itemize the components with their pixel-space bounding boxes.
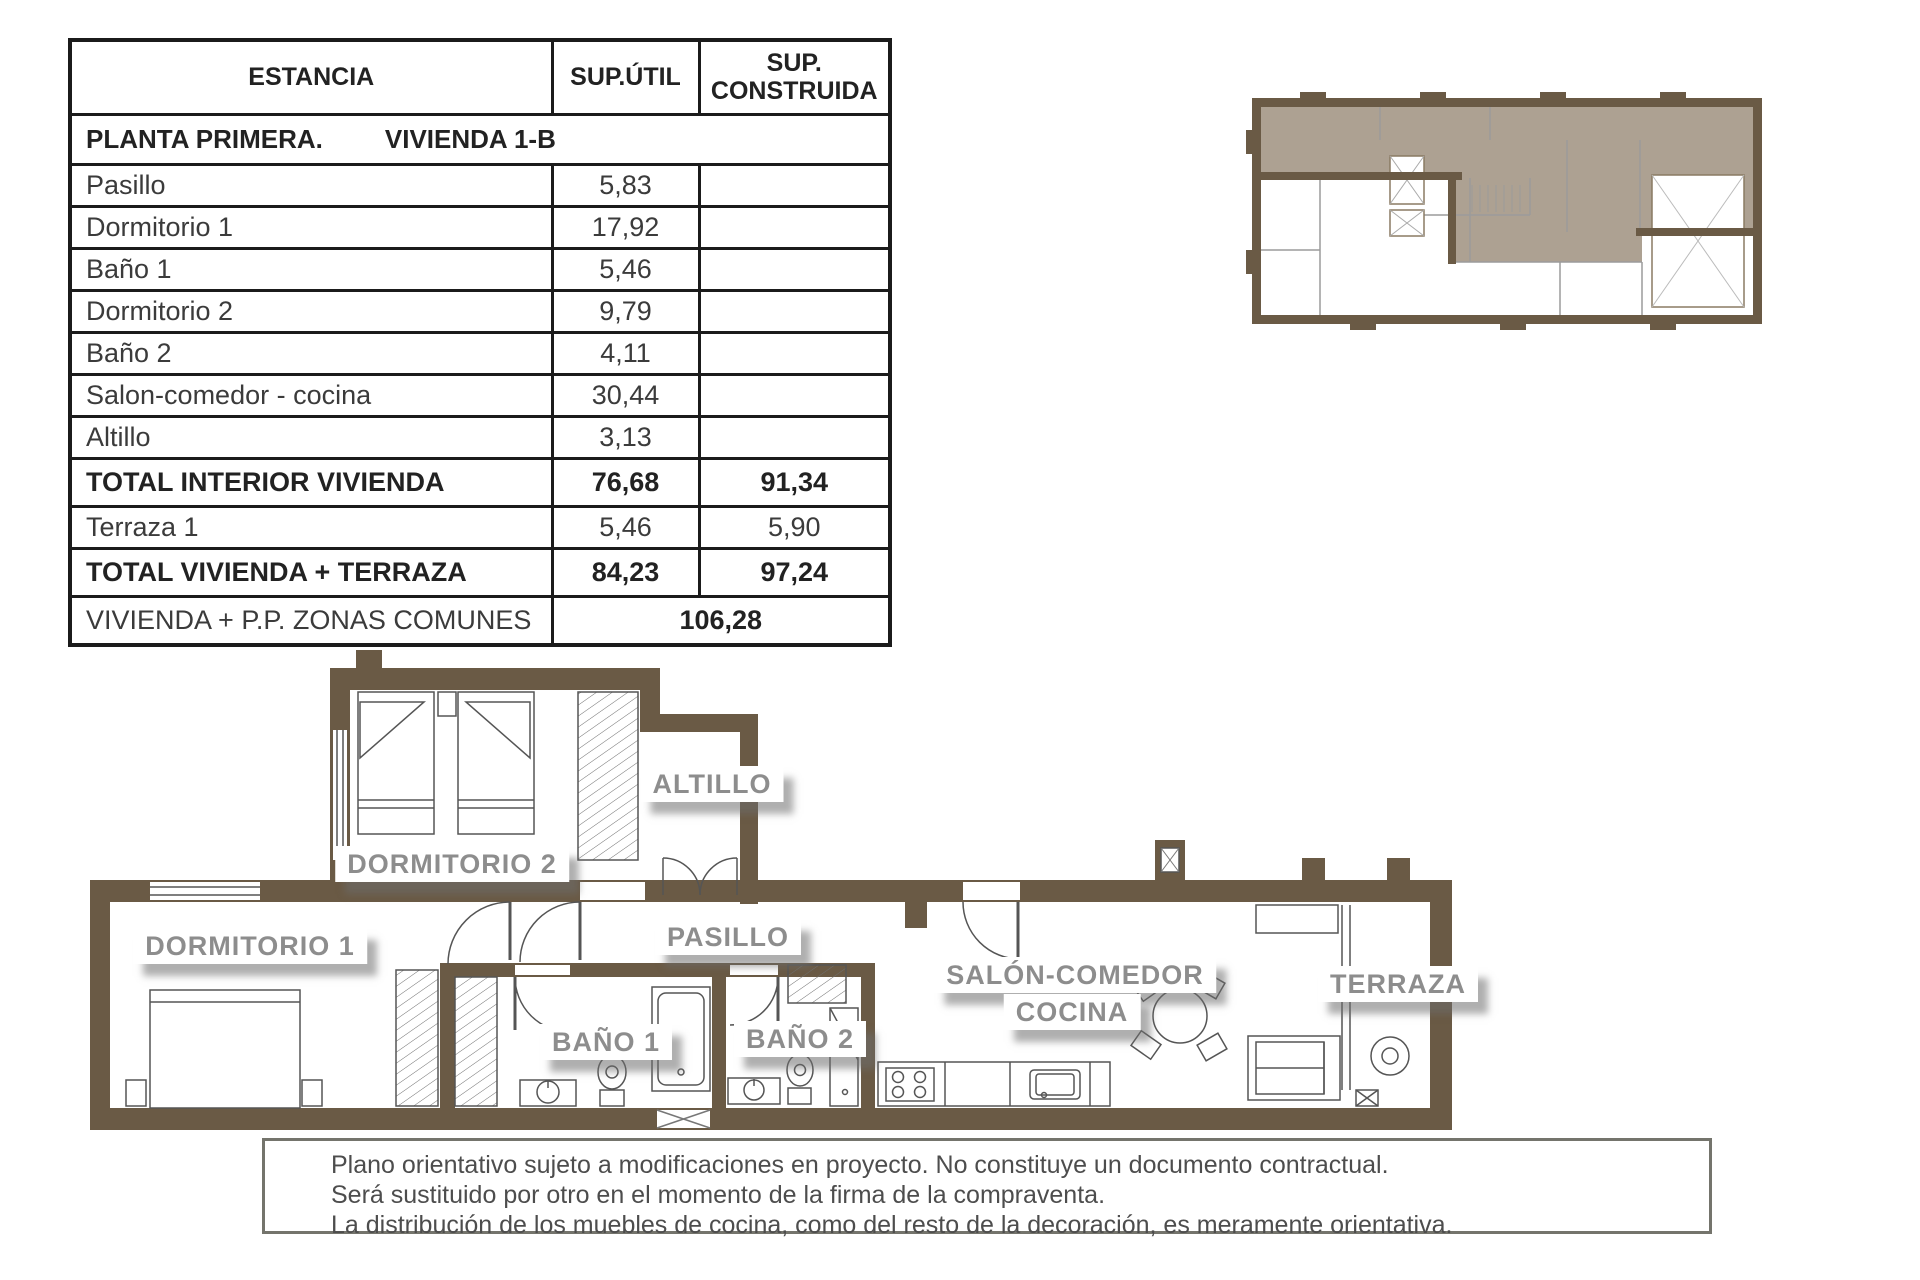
disclaimer-line-2: Será sustituido por otro en el momento de la firma de la compraventa. bbox=[331, 1181, 1106, 1209]
table-row bbox=[70, 248, 890, 290]
key-plan-elevator bbox=[1390, 156, 1424, 236]
table-row bbox=[70, 332, 890, 374]
table-row bbox=[70, 416, 890, 458]
sup-util-cell: 5,46 bbox=[552, 248, 699, 290]
dining-table bbox=[1153, 989, 1207, 1043]
table-row bbox=[70, 548, 890, 596]
table-header-row bbox=[70, 40, 890, 114]
closet bbox=[788, 965, 846, 1003]
disclaimer-line-3: La distribución de los muebles de cocina, como del resto de la decoración, es meramente orientativa. bbox=[331, 1211, 1453, 1239]
room-name-cell: Dormitorio 1 bbox=[70, 206, 552, 248]
room-label-salon-comedor: SALÓN-COMEDOR bbox=[934, 957, 1216, 993]
sup-construida-cell: 91,34 bbox=[699, 458, 890, 506]
room-name-cell: Altillo bbox=[70, 416, 552, 458]
nightstand bbox=[438, 692, 456, 716]
table-row bbox=[70, 506, 890, 548]
table-row bbox=[70, 290, 890, 332]
section-label: PLANTA PRIMERA. VIVIENDA 1-B bbox=[70, 114, 890, 164]
sup-construida-cell bbox=[699, 206, 890, 248]
wardrobe bbox=[455, 977, 497, 1106]
terrace-table bbox=[1371, 1037, 1409, 1075]
toilet bbox=[787, 1054, 813, 1086]
sup-construida-cell bbox=[699, 248, 890, 290]
room-name-cell: Baño 1 bbox=[70, 248, 552, 290]
merged-area-cell: 106,28 bbox=[552, 596, 890, 645]
sup-construida-cell bbox=[699, 416, 890, 458]
building-key-plan bbox=[1245, 86, 1820, 341]
areas-table bbox=[68, 38, 892, 647]
nightstand bbox=[302, 1080, 322, 1106]
sup-construida-cell bbox=[699, 164, 890, 206]
sup-util-cell: 5,46 bbox=[552, 506, 699, 548]
sup-construida-cell: 97,24 bbox=[699, 548, 890, 596]
room-name-cell: Baño 2 bbox=[70, 332, 552, 374]
col-header-estancia: ESTANCIA bbox=[70, 40, 552, 114]
wardrobe bbox=[578, 692, 638, 860]
sup-util-cell: 17,92 bbox=[552, 206, 699, 248]
toilet bbox=[598, 1055, 626, 1089]
sup-util-cell: 30,44 bbox=[552, 374, 699, 416]
table-row bbox=[70, 374, 890, 416]
col-header-sup-construida: SUP. CONSTRUIDA bbox=[699, 40, 890, 114]
floor-plan-drawing bbox=[85, 640, 1485, 1145]
wardrobe bbox=[396, 970, 438, 1106]
bed-double bbox=[150, 990, 300, 1108]
table-row bbox=[70, 596, 890, 645]
room-label-bano-1: BAÑO 1 bbox=[540, 1024, 672, 1060]
room-label-dormitorio-1: DORMITORIO 1 bbox=[133, 928, 367, 964]
disclaimer-box bbox=[262, 1138, 1712, 1239]
room-name-cell: TOTAL INTERIOR VIVIENDA bbox=[70, 458, 552, 506]
room-name-cell: VIVIENDA + P.P. ZONAS COMUNES bbox=[70, 596, 552, 645]
sup-util-cell: 4,11 bbox=[552, 332, 699, 374]
col-header-sup-util: SUP.ÚTIL bbox=[552, 40, 699, 114]
room-label-terraza: TERRAZA bbox=[1318, 966, 1478, 1002]
sup-util-cell: 84,23 bbox=[552, 548, 699, 596]
key-plan-patio bbox=[1652, 175, 1744, 307]
room-name-cell: Salon-comedor - cocina bbox=[70, 374, 552, 416]
sup-construida-cell bbox=[699, 332, 890, 374]
room-label-altillo: ALTILLO bbox=[641, 766, 784, 802]
stove bbox=[886, 1068, 934, 1101]
table-row bbox=[70, 458, 890, 506]
sup-util-cell: 3,13 bbox=[552, 416, 699, 458]
table-row bbox=[70, 164, 890, 206]
sup-construida-cell: 5,90 bbox=[699, 506, 890, 548]
sup-construida-cell bbox=[699, 290, 890, 332]
room-name-cell: Dormitorio 2 bbox=[70, 290, 552, 332]
sideboard bbox=[1256, 905, 1338, 933]
nightstand bbox=[126, 1080, 146, 1106]
room-name-cell: Terraza 1 bbox=[70, 506, 552, 548]
chair bbox=[1197, 1033, 1227, 1061]
chair bbox=[1131, 1031, 1161, 1060]
room-name-cell: Pasillo bbox=[70, 164, 552, 206]
sup-construida-cell bbox=[699, 374, 890, 416]
room-label-bano-2: BAÑO 2 bbox=[734, 1021, 866, 1057]
room-label-pasillo: PASILLO bbox=[655, 919, 801, 955]
section-row bbox=[70, 114, 890, 164]
sup-util-cell: 76,68 bbox=[552, 458, 699, 506]
disclaimer-line-1: Plano orientativo sujeto a modificaciones en proyecto. No constituye un documento contractual. bbox=[331, 1151, 1389, 1179]
room-label-cocina: COCINA bbox=[1004, 994, 1141, 1030]
sup-util-cell: 9,79 bbox=[552, 290, 699, 332]
sup-util-cell: 5,83 bbox=[552, 164, 699, 206]
room-name-cell: TOTAL VIVIENDA + TERRAZA bbox=[70, 548, 552, 596]
room-label-dormitorio-2: DORMITORIO 2 bbox=[335, 846, 569, 882]
table-row bbox=[70, 206, 890, 248]
